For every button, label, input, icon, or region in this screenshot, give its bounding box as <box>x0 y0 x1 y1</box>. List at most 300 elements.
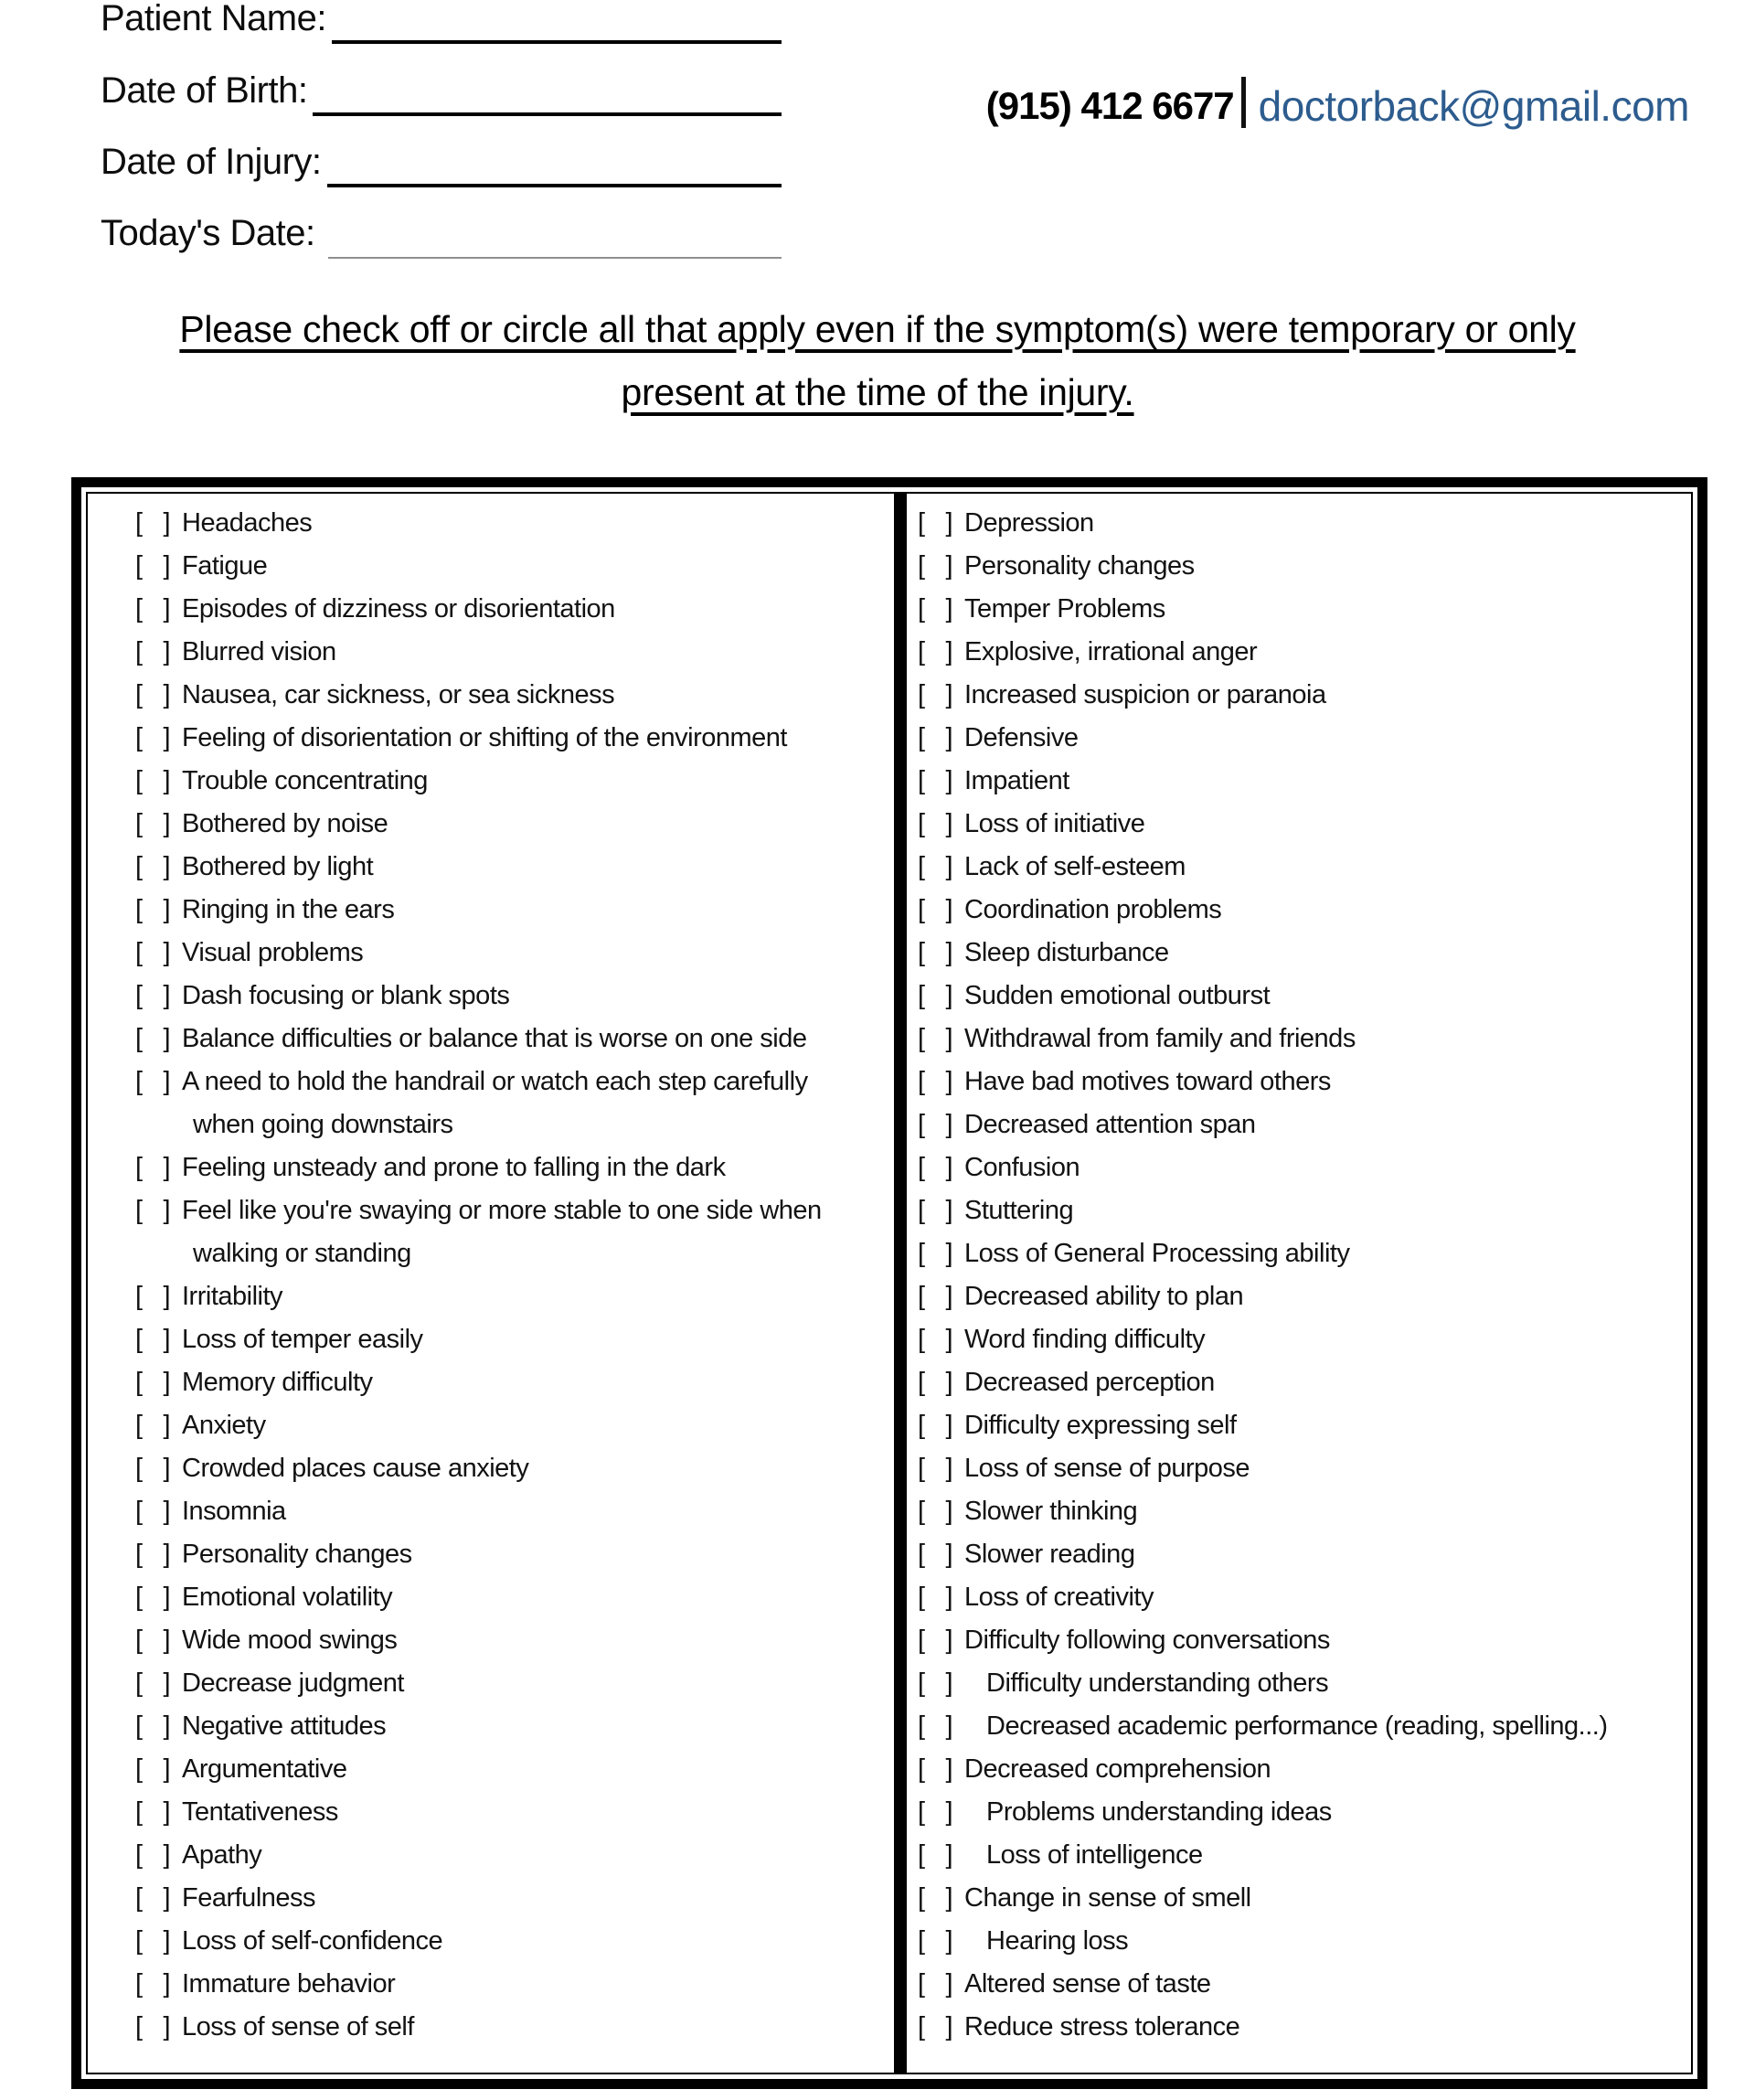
checkbox[interactable] <box>918 637 952 667</box>
symptom-label: A need to hold the handrail or watch each step carefully <box>182 1067 808 1096</box>
symptom-row <box>918 1361 1691 1404</box>
checkbox-close-bracket: ] <box>945 1325 952 1354</box>
symptom-label: Blurred vision <box>182 637 336 666</box>
checkbox[interactable] <box>918 2012 952 2042</box>
symptom-label: Episodes of dizziness or disorientation <box>182 594 615 624</box>
checkbox[interactable] <box>918 1754 952 1785</box>
checkbox-open-bracket: [ <box>918 551 925 581</box>
checkbox-open-bracket: [ <box>135 938 143 967</box>
checkbox-close-bracket: ] <box>163 1325 170 1354</box>
date-of-birth-label: Date of Birth: <box>101 70 308 111</box>
symptom-label: Word finding difficulty <box>964 1325 1206 1354</box>
checkbox-open-bracket: [ <box>918 1454 925 1483</box>
checkbox-close-bracket: ] <box>163 1067 170 1096</box>
checkbox[interactable] <box>918 1454 952 1484</box>
symptom-label: Visual problems <box>182 938 364 967</box>
checkbox-open-bracket: [ <box>918 981 925 1010</box>
checkbox-close-bracket: ] <box>945 1969 952 1999</box>
symptom-row <box>135 674 894 717</box>
checkbox-open-bracket: [ <box>918 1583 925 1612</box>
checkbox[interactable] <box>918 766 952 796</box>
checkbox-open-bracket: [ <box>135 1668 143 1698</box>
symptom-label: Insomnia <box>182 1497 286 1526</box>
checkbox[interactable] <box>135 1411 170 1441</box>
symptom-row <box>135 889 894 932</box>
symptom-label: Feel like you're swaying or more stable to one side when <box>182 1196 822 1225</box>
symptom-row <box>918 1877 1691 1920</box>
symptom-label: Explosive, irrational anger <box>964 637 1258 666</box>
checkbox-open-bracket: [ <box>918 1711 925 1741</box>
checkbox[interactable] <box>135 1883 170 1913</box>
symptom-label: Ringing in the ears <box>182 895 395 924</box>
symptom-row <box>918 889 1691 932</box>
symptom-label: Slower reading <box>964 1540 1135 1569</box>
checkbox-close-bracket: ] <box>945 1711 952 1741</box>
checkbox-close-bracket: ] <box>163 637 170 666</box>
symptom-row <box>135 631 894 674</box>
checkbox[interactable] <box>918 981 952 1011</box>
checkbox-open-bracket: [ <box>135 1411 143 1440</box>
symptom-row <box>135 1061 894 1103</box>
separator-bar <box>1241 77 1246 128</box>
checkbox-open-bracket: [ <box>135 1969 143 1999</box>
checkbox-close-bracket: ] <box>945 1411 952 1440</box>
checkbox-close-bracket: ] <box>163 981 170 1010</box>
symptom-label: Loss of temper easily <box>182 1325 423 1354</box>
checkbox[interactable] <box>135 1497 170 1527</box>
checkbox[interactable] <box>918 1153 952 1183</box>
checkbox[interactable] <box>135 809 170 839</box>
checkbox-close-bracket: ] <box>163 1926 170 1956</box>
symptom-label: Emotional volatility <box>182 1583 393 1612</box>
symptom-row <box>918 1533 1691 1576</box>
checkbox-close-bracket: ] <box>945 594 952 624</box>
symptom-label: Fearfulness <box>182 1883 316 1913</box>
checkbox[interactable] <box>918 680 952 710</box>
checkbox[interactable] <box>135 551 170 581</box>
checkbox-open-bracket: [ <box>918 508 925 538</box>
symptom-label: Wide mood swings <box>182 1626 398 1655</box>
symptom-label: Coordination problems <box>964 895 1222 924</box>
checkbox-close-bracket: ] <box>945 1668 952 1698</box>
symptom-row <box>918 975 1691 1018</box>
checkbox[interactable] <box>135 1325 170 1355</box>
symptom-row <box>918 1748 1691 1791</box>
symptom-row <box>918 1834 1691 1877</box>
checkbox-open-bracket: [ <box>135 637 143 666</box>
checkbox-close-bracket: ] <box>163 594 170 624</box>
checkbox-close-bracket: ] <box>945 1368 952 1397</box>
symptom-row <box>135 1146 894 1189</box>
symptom-row <box>918 1447 1691 1490</box>
patient-name-field <box>101 0 782 38</box>
symptom-label: Crowded places cause anxiety <box>182 1454 529 1483</box>
symptom-row <box>918 545 1691 588</box>
symptom-row <box>135 1404 894 1447</box>
checkbox-open-bracket: [ <box>918 1540 925 1569</box>
checkbox[interactable] <box>135 1067 170 1097</box>
checkbox-close-bracket: ] <box>945 1282 952 1311</box>
checkbox-close-bracket: ] <box>163 938 170 967</box>
checkbox[interactable] <box>918 1969 952 1999</box>
checkbox[interactable] <box>918 723 952 753</box>
column-divider <box>894 494 907 2073</box>
checkbox-open-bracket: [ <box>135 1797 143 1827</box>
checkbox-open-bracket: [ <box>135 723 143 752</box>
checkbox[interactable] <box>135 1024 170 1054</box>
symptom-row <box>135 1834 894 1877</box>
checkbox[interactable] <box>918 1067 952 1097</box>
symptom-row <box>135 1018 894 1061</box>
symptom-label: Difficulty expressing self <box>964 1411 1237 1440</box>
symptom-row <box>918 1920 1691 1963</box>
checkbox-open-bracket: [ <box>918 2012 925 2041</box>
checkbox[interactable] <box>135 1840 170 1871</box>
checkbox-close-bracket: ] <box>945 1497 952 1526</box>
checkbox-close-bracket: ] <box>945 1540 952 1569</box>
checkbox[interactable] <box>135 852 170 882</box>
checkbox[interactable] <box>918 1497 952 1527</box>
symptom-label: Memory difficulty <box>182 1368 373 1397</box>
symptom-label: Decreased comprehension <box>964 1754 1271 1784</box>
instruction-line-2: present at the time of the injury. <box>621 371 1134 413</box>
checkbox-open-bracket: [ <box>135 1325 143 1354</box>
symptom-row <box>918 1963 1691 2006</box>
symptom-row <box>135 1791 894 1834</box>
checkbox[interactable] <box>918 852 952 882</box>
symptom-column-left <box>88 494 894 2073</box>
checkbox[interactable] <box>135 1969 170 1999</box>
checkbox-open-bracket: [ <box>135 852 143 881</box>
checkbox-close-bracket: ] <box>945 1626 952 1655</box>
todays-date-blank[interactable] <box>328 257 782 259</box>
checkbox-open-bracket: [ <box>918 1926 925 1956</box>
checkbox[interactable] <box>135 637 170 667</box>
checkbox[interactable] <box>918 1926 952 1956</box>
symptom-label: Personality changes <box>964 551 1195 581</box>
checkbox-close-bracket: ] <box>945 2012 952 2041</box>
symptom-label: Loss of initiative <box>964 809 1145 838</box>
checkbox-close-bracket: ] <box>163 1840 170 1870</box>
checkbox-close-bracket: ] <box>945 1797 952 1827</box>
checkbox[interactable] <box>918 551 952 581</box>
checkbox-open-bracket: [ <box>135 551 143 581</box>
checkbox-open-bracket: [ <box>918 1626 925 1655</box>
symptom-label: Immature behavior <box>182 1969 396 1999</box>
checkbox[interactable] <box>135 895 170 925</box>
checkbox[interactable] <box>135 1540 170 1570</box>
checkbox-close-bracket: ] <box>945 551 952 581</box>
checkbox-close-bracket: ] <box>945 1754 952 1784</box>
checkbox-close-bracket: ] <box>163 1626 170 1655</box>
checkbox[interactable] <box>135 1282 170 1312</box>
checkbox-close-bracket: ] <box>945 723 952 752</box>
symptom-row <box>135 1189 894 1232</box>
checkbox-close-bracket: ] <box>163 1196 170 1225</box>
checkbox-close-bracket: ] <box>945 809 952 838</box>
symptom-label: Difficulty following conversations <box>964 1626 1330 1655</box>
checkbox-open-bracket: [ <box>918 1969 925 1999</box>
symptom-row <box>918 1619 1691 1662</box>
symptom-row <box>918 1662 1691 1705</box>
symptom-row <box>918 760 1691 803</box>
checkbox-open-bracket: [ <box>918 1840 925 1870</box>
checkbox-open-bracket: [ <box>918 766 925 795</box>
symptom-row <box>135 1232 894 1275</box>
symptom-label: Reduce stress tolerance <box>964 2012 1240 2041</box>
checkbox[interactable] <box>135 938 170 968</box>
checkbox[interactable] <box>135 1196 170 1226</box>
symptom-row <box>918 1791 1691 1834</box>
checkbox[interactable] <box>135 680 170 710</box>
checkbox-open-bracket: [ <box>918 723 925 752</box>
checkbox[interactable] <box>918 1711 952 1742</box>
checkbox-close-bracket: ] <box>945 680 952 709</box>
checkbox[interactable] <box>918 1239 952 1269</box>
checkbox[interactable] <box>135 1754 170 1785</box>
checkbox-close-bracket: ] <box>945 981 952 1010</box>
checkbox[interactable] <box>135 594 170 624</box>
checkbox[interactable] <box>918 809 952 839</box>
symptom-label: Have bad motives toward others <box>964 1067 1331 1096</box>
symptom-row <box>918 1018 1691 1061</box>
checkbox-close-bracket: ] <box>945 1196 952 1225</box>
symptom-row <box>135 502 894 545</box>
symptom-label: Negative attitudes <box>182 1711 387 1741</box>
checkbox-open-bracket: [ <box>918 1754 925 1784</box>
checkbox-close-bracket: ] <box>163 895 170 924</box>
symptom-label: Decreased attention span <box>964 1110 1256 1139</box>
checkbox[interactable] <box>135 981 170 1011</box>
symptom-row <box>918 1232 1691 1275</box>
checkbox-close-bracket: ] <box>945 1067 952 1096</box>
symptom-label: Irritability <box>182 1282 283 1311</box>
symptom-column-right <box>907 494 1691 2073</box>
checkbox-open-bracket: [ <box>135 1196 143 1225</box>
symptom-label: Headaches <box>182 508 313 538</box>
checkbox[interactable] <box>918 1626 952 1656</box>
checkbox-open-bracket: [ <box>135 1754 143 1784</box>
checkbox[interactable] <box>918 1282 952 1312</box>
symptom-row <box>918 1275 1691 1318</box>
checkbox-close-bracket: ] <box>163 2012 170 2041</box>
symptom-label: Trouble concentrating <box>182 766 428 795</box>
symptom-row <box>135 846 894 889</box>
checkbox-close-bracket: ] <box>163 1797 170 1827</box>
symptom-row <box>918 717 1691 760</box>
checkbox-open-bracket: [ <box>135 508 143 538</box>
checkbox-close-bracket: ] <box>945 938 952 967</box>
symptom-label: Withdrawal from family and friends <box>964 1024 1356 1053</box>
symptom-row <box>918 1103 1691 1146</box>
checkbox-open-bracket: [ <box>918 680 925 709</box>
checkbox-close-bracket: ] <box>163 1969 170 1999</box>
checkbox[interactable] <box>918 1110 952 1140</box>
checkbox[interactable] <box>918 1196 952 1226</box>
checkbox[interactable] <box>918 1411 952 1441</box>
symptom-label: Lack of self-esteem <box>964 852 1186 881</box>
symptom-row <box>135 1361 894 1404</box>
contact-info <box>986 80 1689 132</box>
checkbox[interactable] <box>918 1840 952 1871</box>
symptom-checklist-inner <box>86 492 1693 2074</box>
checkbox[interactable] <box>918 1668 952 1699</box>
checkbox-open-bracket: [ <box>135 2012 143 2041</box>
checkbox-open-bracket: [ <box>135 1368 143 1397</box>
checkbox[interactable] <box>918 594 952 624</box>
checkbox-open-bracket: [ <box>135 680 143 709</box>
date-of-injury-field <box>101 142 782 182</box>
symptom-label: Difficulty understanding others <box>986 1668 1329 1698</box>
checkbox-open-bracket: [ <box>918 809 925 838</box>
checkbox-open-bracket: [ <box>918 852 925 881</box>
checkbox-open-bracket: [ <box>918 1883 925 1913</box>
symptom-label: Increased suspicion or paranoia <box>964 680 1326 709</box>
checkbox[interactable] <box>135 1711 170 1742</box>
checkbox[interactable] <box>918 895 952 925</box>
checkbox[interactable] <box>135 1797 170 1828</box>
symptom-row <box>918 1490 1691 1533</box>
checkbox[interactable] <box>918 508 952 538</box>
checkbox-close-bracket: ] <box>945 508 952 538</box>
symptom-label: Stuttering <box>964 1196 1074 1225</box>
symptom-label: Loss of intelligence <box>986 1840 1203 1870</box>
checkbox-close-bracket: ] <box>945 1583 952 1612</box>
symptom-label: Sleep disturbance <box>964 938 1169 967</box>
symptom-row <box>918 631 1691 674</box>
checkbox-close-bracket: ] <box>945 766 952 795</box>
checkbox[interactable] <box>135 1454 170 1484</box>
symptom-row <box>135 803 894 846</box>
checkbox-open-bracket: [ <box>135 594 143 624</box>
symptom-label: Decreased academic performance (reading, spelling...) <box>986 1711 1608 1741</box>
checkbox-open-bracket: [ <box>918 1024 925 1053</box>
checkbox[interactable] <box>135 1626 170 1656</box>
checkbox[interactable] <box>135 1368 170 1398</box>
symptom-row <box>135 1533 894 1576</box>
checkbox[interactable] <box>135 1583 170 1613</box>
checkbox[interactable] <box>135 723 170 753</box>
checkbox-close-bracket: ] <box>163 723 170 752</box>
checkbox-close-bracket: ] <box>163 551 170 581</box>
checkbox-close-bracket: ] <box>163 1497 170 1526</box>
symptom-row <box>918 674 1691 717</box>
symptom-label: Nausea, car sickness, or sea sickness <box>182 680 615 709</box>
checkbox-open-bracket: [ <box>918 1110 925 1139</box>
symptom-label: Loss of General Processing ability <box>964 1239 1350 1268</box>
symptom-label: Problems understanding ideas <box>986 1797 1332 1827</box>
checkbox-open-bracket: [ <box>135 1153 143 1182</box>
todays-date-field <box>101 213 782 253</box>
symptom-row <box>918 803 1691 846</box>
checkbox[interactable] <box>918 1024 952 1054</box>
symptom-row <box>135 1103 894 1146</box>
patient-name-blank[interactable] <box>332 40 782 44</box>
checkbox-open-bracket: [ <box>135 981 143 1010</box>
date-of-birth-field <box>101 70 782 111</box>
symptom-row <box>135 717 894 760</box>
checkbox-close-bracket: ] <box>163 1282 170 1311</box>
symptom-row <box>135 1275 894 1318</box>
checkbox[interactable] <box>918 1797 952 1828</box>
symptom-row <box>135 1748 894 1791</box>
symptom-label: Depression <box>964 508 1094 538</box>
checkbox[interactable] <box>135 508 170 538</box>
checkbox[interactable] <box>135 1153 170 1183</box>
symptom-row <box>918 1189 1691 1232</box>
symptom-label: Feeling unsteady and prone to falling in the dark <box>182 1153 726 1182</box>
symptom-label: Bothered by light <box>182 852 374 881</box>
checkbox-open-bracket: [ <box>135 1067 143 1096</box>
symptom-row <box>135 1920 894 1963</box>
checkbox-open-bracket: [ <box>918 1067 925 1096</box>
checkbox-close-bracket: ] <box>163 1024 170 1053</box>
checkbox-close-bracket: ] <box>163 1883 170 1913</box>
checkbox[interactable] <box>135 2012 170 2042</box>
checkbox[interactable] <box>135 1668 170 1699</box>
checkbox-open-bracket: [ <box>918 1497 925 1526</box>
symptom-row <box>918 1061 1691 1103</box>
symptom-row <box>135 1619 894 1662</box>
date-of-injury-blank[interactable] <box>327 184 782 187</box>
symptom-label: when going downstairs <box>193 1110 453 1139</box>
todays-date-label: Today's Date: <box>101 213 315 253</box>
symptom-row <box>918 1146 1691 1189</box>
symptom-row <box>135 1490 894 1533</box>
checkbox-open-bracket: [ <box>918 1239 925 1268</box>
checkbox-open-bracket: [ <box>135 1024 143 1053</box>
symptom-checklist-box <box>71 477 1707 2089</box>
checkbox-close-bracket: ] <box>163 680 170 709</box>
checkbox-open-bracket: [ <box>918 1282 925 1311</box>
symptom-label: Loss of sense of self <box>182 2012 414 2041</box>
symptom-row <box>135 1963 894 2006</box>
checkbox[interactable] <box>918 1583 952 1613</box>
checkbox[interactable] <box>918 1325 952 1355</box>
symptom-row <box>135 2006 894 2049</box>
symptom-label: Altered sense of taste <box>964 1969 1211 1999</box>
checkbox-close-bracket: ] <box>945 1024 952 1053</box>
symptom-row <box>918 846 1691 889</box>
instruction-heading <box>0 298 1755 424</box>
date-of-birth-blank[interactable] <box>313 112 782 116</box>
symptom-label: Change in sense of smell <box>964 1883 1251 1913</box>
checkbox-close-bracket: ] <box>163 1668 170 1698</box>
checkbox-close-bracket: ] <box>163 1153 170 1182</box>
checkbox-close-bracket: ] <box>945 895 952 924</box>
instruction-line-1: Please check off or circle all that apply even if the symptom(s) were temporary or only <box>179 308 1576 350</box>
symptom-row <box>135 760 894 803</box>
checkbox-close-bracket: ] <box>163 1754 170 1784</box>
checkbox[interactable] <box>918 1540 952 1570</box>
symptom-label: Personality changes <box>182 1540 412 1569</box>
checkbox[interactable] <box>918 1368 952 1398</box>
checkbox-open-bracket: [ <box>135 766 143 795</box>
checkbox-open-bracket: [ <box>135 1926 143 1956</box>
checkbox-open-bracket: [ <box>918 1153 925 1182</box>
checkbox[interactable] <box>135 766 170 796</box>
checkbox-close-bracket: ] <box>163 508 170 538</box>
checkbox-open-bracket: [ <box>135 1711 143 1741</box>
checkbox[interactable] <box>918 938 952 968</box>
checkbox-close-bracket: ] <box>163 809 170 838</box>
symptom-row <box>135 1877 894 1920</box>
symptom-row <box>918 1705 1691 1748</box>
checkbox-open-bracket: [ <box>135 895 143 924</box>
checkbox[interactable] <box>918 1883 952 1913</box>
checkbox[interactable] <box>135 1926 170 1956</box>
checkbox-close-bracket: ] <box>945 1883 952 1913</box>
